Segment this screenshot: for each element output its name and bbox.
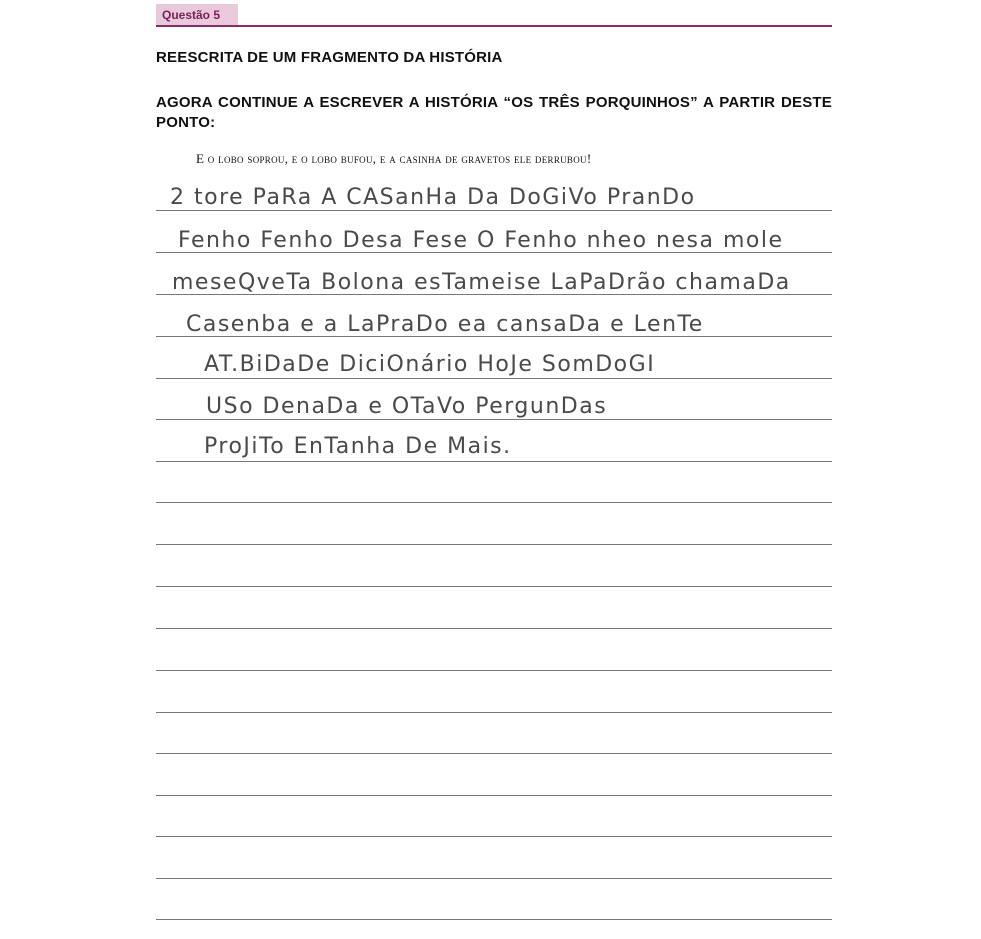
ruled-line: [156, 502, 832, 503]
ruled-line: [156, 836, 832, 837]
handwritten-line: 2 tore PaRa A CASanHa Da DoGiVo PranDo: [170, 185, 696, 210]
ruled-line: [156, 753, 832, 754]
ruled-line: [156, 919, 832, 920]
handwritten-line: AT.BiDaDe DiciOnário HoJe SomDoGI: [204, 352, 656, 377]
question-badge: Questão 5: [156, 4, 238, 26]
ruled-line: [156, 378, 832, 379]
ruled-line: [156, 210, 832, 211]
handwritten-line: meseQveTa Bolona esTameise LaPaDrão chamaDa: [172, 270, 791, 295]
ruled-line: [156, 586, 832, 587]
handwritten-line: Casenba e a LaPraDo ea cansaDa e LenTe: [186, 312, 704, 337]
ruled-line: [156, 461, 832, 462]
ruled-line: [156, 795, 832, 796]
section-title: REESCRITA DE UM FRAGMENTO DA HISTÓRIA: [156, 49, 503, 66]
story-prompt: E o lobo soprou, e o lobo bufou, e a casinha de gravetos ele derrubou!: [196, 151, 592, 166]
ruled-line: [156, 628, 832, 629]
ruled-line: [156, 544, 832, 545]
ruled-line: [156, 670, 832, 671]
ruled-line: [156, 419, 832, 420]
handwritten-line: Fenho Fenho Desa Fese O Fenho nheo nesa mole: [178, 228, 784, 253]
header-rule: [156, 25, 832, 27]
ruled-line: [156, 712, 832, 713]
instruction-text: AGORA CONTINUE A ESCREVER A HISTÓRIA “OS TRÊS PORQUINHOS” A PARTIR DESTE PONTO:: [156, 94, 832, 131]
ruled-line: [156, 878, 832, 879]
handwritten-line: USo DenaDa e OTaVo PergunDas: [206, 394, 608, 419]
handwritten-line: ProJiTo EnTanha De Mais.: [204, 434, 512, 459]
